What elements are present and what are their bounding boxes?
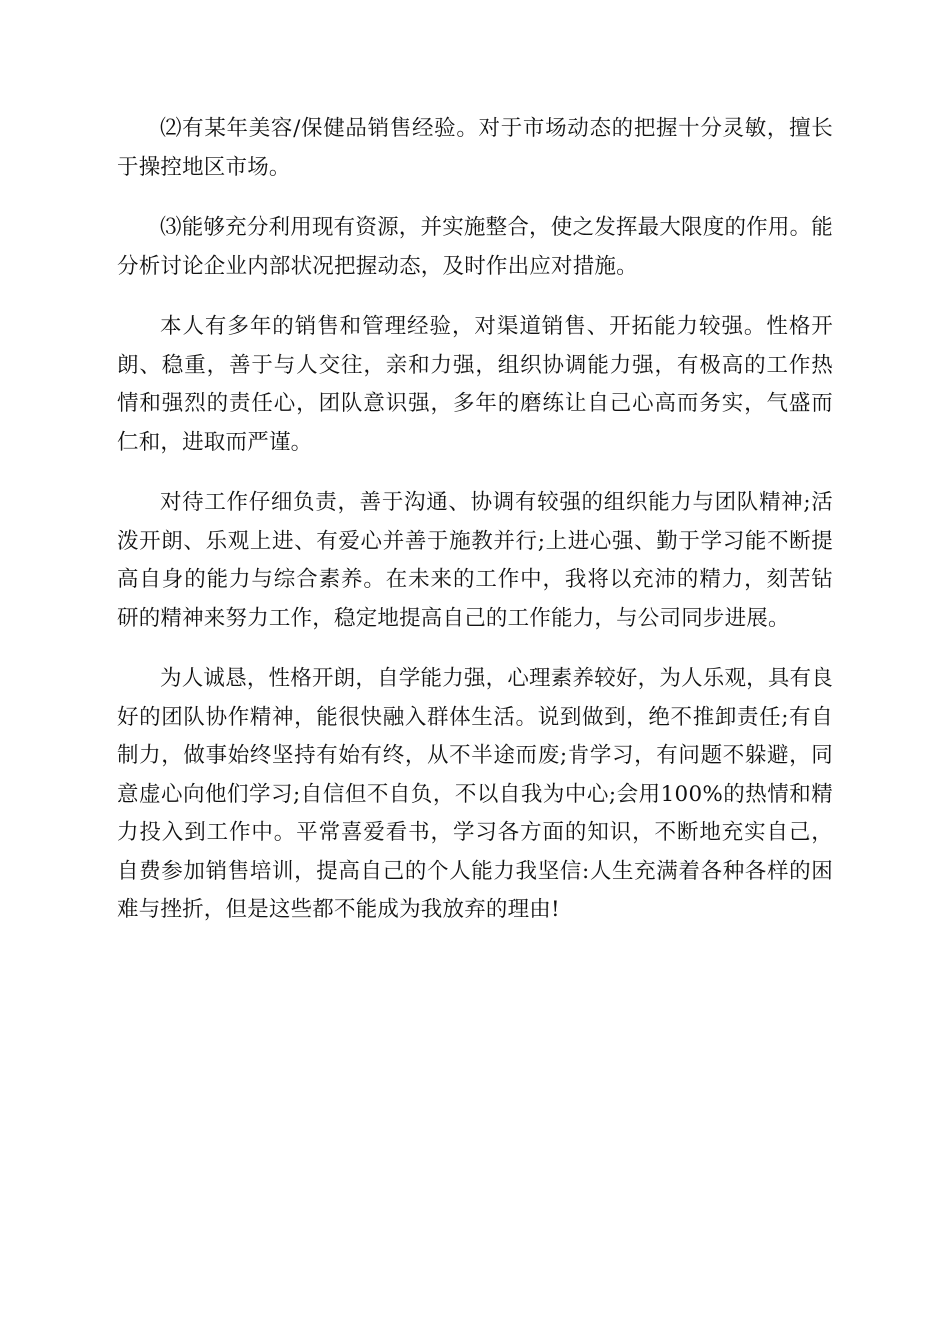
document-body xyxy=(117,110,833,952)
paragraph-personality: 为人诚恳，性格开朗，自学能力强，心理素养较好，为人乐观，具有良好的团队协作精神，能很快融入群体生活。说到做到，绝不推卸责任;有自制力，做事始终坚持有始有终，从不半途而废;肯学习，有问题不躲避，同意虚心向他们学习;自信但不自负，不以自我为中心;会用100%的热情和精力投入到工作中。平常喜爱看书，学习各方面的知识，不断地充实自己，自费参加销售培训，提高自己的个人能力我坚信:人生充满着各种各样的困难与挫折，但是这些都不能成为我放弃的理由! xyxy=(117,666,833,922)
paragraph-work-attitude: 对待工作仔细负责，善于沟通、协调有较强的组织能力与团队精神;活泼开朗、乐观上进、有爱心并善于施教并行;上进心强、勤于学习能不断提高自身的能力与综合素养。在未来的工作中，我将以充沛的精力，刻苦钻研的精神来努力工作，稳定地提高自己的工作能力，与公司同步进展。 xyxy=(117,490,833,631)
paragraph-self-summary: 本人有多年的销售和管理经验，对渠道销售、开拓能力较强。性格开朗、稳重，善于与人交往，亲和力强，组织协调能力强，有极高的工作热情和强烈的责任心，团队意识强，多年的磨练让自己心高而务实，气盛而仁和，进取而严谨。 xyxy=(117,314,833,455)
paragraph-resources: ⑶能够充分利用现有资源，并实施整合，使之发挥最大限度的作用。能分析讨论企业内部状况把握动态，及时作出应对措施。 xyxy=(117,215,833,279)
paragraph-experience: ⑵有某年美容/保健品销售经验。对于市场动态的把握十分灵敏，擅长于操控地区市场。 xyxy=(117,116,833,180)
